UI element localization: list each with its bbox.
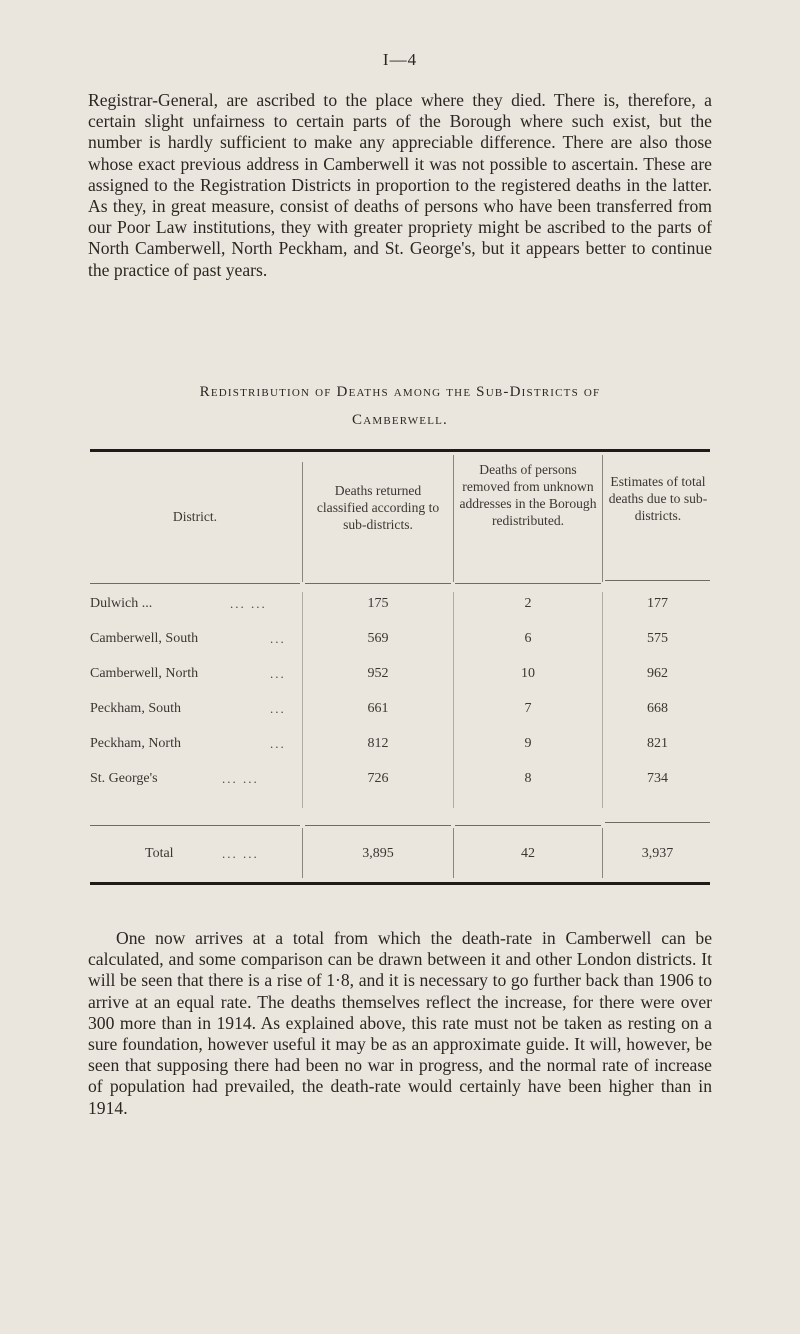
body-paragraph-2: One now arrives at a total from which the death-rate in Camberwell can be calculated, and some comparison can be drawn between it and other London districts. It will be seen that there is a rise of 1·8, and it is necessary to go further back than 1906 to arrive at an equal rate. The deaths themselves reflect the increase, for there were over 300 more than in 1914. As explained above, this rate must not be taken as resting on a sure foundation, however useful it may be as an approximate guide. It will, however, be seen that supposing there had been no war in progress, and the normal rate of increase of population had prevailed, the death-rate would certainly have been higher than in 1914. xyxy=(88,928,712,1118)
header-divider xyxy=(302,462,303,582)
district-name: Camberwell, South xyxy=(90,631,199,646)
total-rule xyxy=(90,825,300,826)
total-returned: 3,895 xyxy=(362,846,394,861)
leader-dots: ... ... xyxy=(222,771,259,786)
deaths-removed: 6 xyxy=(524,631,532,646)
total-estimate: 3,937 xyxy=(641,846,674,861)
table-bottom-rule xyxy=(90,882,710,885)
deaths-returned: 726 xyxy=(367,771,389,786)
deaths-returned: 661 xyxy=(367,701,389,716)
deaths-estimate: 575 xyxy=(647,631,668,646)
table-row xyxy=(0,736,800,766)
total-row xyxy=(0,846,800,876)
total-rule xyxy=(455,825,601,826)
header-divider xyxy=(602,455,603,582)
table-row xyxy=(0,666,800,696)
deaths-estimate: 962 xyxy=(647,666,668,681)
total-rule xyxy=(305,825,451,826)
table-title xyxy=(88,378,712,434)
header-district: District. xyxy=(172,509,218,524)
table-row xyxy=(0,771,800,801)
header-rule xyxy=(455,583,601,584)
total-label: Total xyxy=(145,846,174,861)
deaths-returned: 175 xyxy=(367,596,389,611)
district-name: St. George's xyxy=(90,771,158,786)
district-name: Peckham, South xyxy=(90,701,181,716)
total-removed: 42 xyxy=(521,846,535,861)
table-title-line-1: Redistribution of Deaths among the Sub-Districts of xyxy=(199,384,601,400)
table-title-line-2: Camberwell. xyxy=(351,412,448,428)
deaths-estimate: 177 xyxy=(647,596,668,611)
deaths-removed: 9 xyxy=(524,736,532,751)
header-estimates: Estimates of total deaths due to sub-districts. xyxy=(608,474,708,523)
header-divider xyxy=(453,455,454,582)
deaths-returned: 952 xyxy=(367,666,389,681)
leader-dots: ... xyxy=(270,631,286,646)
deaths-removed: 10 xyxy=(521,666,535,681)
deaths-estimate: 821 xyxy=(647,736,668,751)
leader-dots: ... xyxy=(270,736,286,751)
district-name: Camberwell, North xyxy=(90,666,199,681)
header-rule xyxy=(305,583,451,584)
total-rule xyxy=(605,822,710,823)
table-row xyxy=(0,596,800,626)
page-number: I—4 xyxy=(382,50,418,69)
table-row xyxy=(0,631,800,661)
deaths-estimate: 668 xyxy=(647,701,668,716)
header-rule xyxy=(605,580,710,581)
deaths-removed: 7 xyxy=(524,701,532,716)
header-returned: Deaths returned classified according to sub-districts. xyxy=(316,483,440,532)
leader-dots: ... ... xyxy=(222,846,259,861)
table-top-rule xyxy=(90,449,710,452)
table-row xyxy=(0,701,800,731)
deaths-returned: 569 xyxy=(367,631,389,646)
header-rule xyxy=(90,583,300,584)
body-paragraph-1: Registrar-General, are ascribed to the place where they died. There is, therefore, a certain slight unfairness to certain parts of the Borough where such exist, but the number is hardly sufficient to make any appreciable difference. There are also those whose exact previous address in Camberwell it was not possible to ascertain. These are assigned to the Registration Districts in proportion to the registered deaths in the latter. As they, in great measure, consist of deaths of persons who have been transferred from our Poor Law institutions, they with greater propriety might be ascribed to the parts of North Camberwell, North Peckham, and St. George's, but it appears better to continue the practice of past years. xyxy=(88,90,712,280)
leader-dots: ... xyxy=(270,666,286,681)
deaths-returned: 812 xyxy=(367,736,389,751)
district-name: Peckham, North xyxy=(90,736,181,751)
deaths-estimate: 734 xyxy=(647,771,668,786)
header-removed: Deaths of persons removed from unknown addresses in the Borough redistributed. xyxy=(459,462,597,528)
deaths-removed: 2 xyxy=(524,596,532,611)
district-name: Dulwich ... xyxy=(90,596,153,611)
leader-dots: ... ... xyxy=(230,596,267,611)
leader-dots: ... xyxy=(270,701,286,716)
deaths-removed: 8 xyxy=(524,771,532,786)
